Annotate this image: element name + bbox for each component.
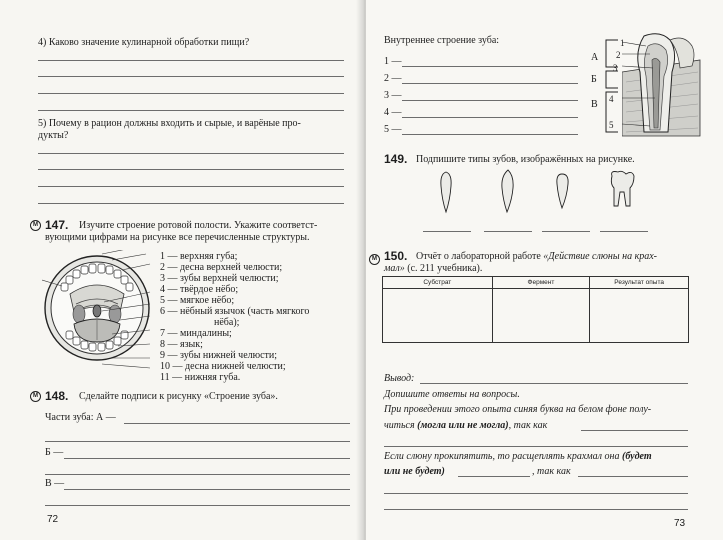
answer-line <box>384 493 688 494</box>
answer-line <box>64 489 350 490</box>
task-marker-icon: М <box>369 254 380 265</box>
answer-line <box>402 100 578 101</box>
part-b-label: Б — <box>45 447 64 458</box>
task-marker-icon: М <box>30 391 41 402</box>
answer-line <box>64 458 350 459</box>
answer-line <box>45 441 350 442</box>
bracket-label-b: Б <box>591 74 597 85</box>
oral-cavity-figure <box>42 250 152 372</box>
answer-line <box>420 383 688 384</box>
task-147-text-2: вующими цифрами на рисунке все перечисленные структуры. <box>45 232 310 243</box>
legend-item-4: 4 — твёрдое нёбо; <box>160 284 239 295</box>
answer-line <box>402 83 578 84</box>
answer-line <box>384 446 688 447</box>
col-result: Результат опыта <box>590 277 689 289</box>
answer-line <box>600 231 648 232</box>
tooth-item-2: 2 — <box>384 73 402 84</box>
answer-prompt: Допишите ответы на вопросы. <box>384 389 520 400</box>
page-number-right: 73 <box>674 518 686 529</box>
col-substrate: Субстрат <box>383 277 493 289</box>
answer-line <box>38 169 344 170</box>
task-marker-icon: М <box>30 220 41 231</box>
question-2-line2: или не будет) <box>384 466 445 477</box>
question-2-because: , так как <box>532 466 571 477</box>
answer-line <box>38 110 344 111</box>
col-enzyme: Фермент <box>492 277 590 289</box>
fig-num-2: 2 <box>616 50 621 60</box>
legend-item-7: 7 — миндалины; <box>160 328 232 339</box>
part-v-label: В — <box>45 478 65 489</box>
legend-item-8: 8 — язык; <box>160 339 203 350</box>
answer-line <box>38 186 344 187</box>
task-147-number: 147. <box>45 218 69 232</box>
answer-line <box>124 423 350 424</box>
bracket-label-a: А <box>591 52 599 63</box>
tooth-section-figure <box>622 32 702 138</box>
legend-item-1: 1 — верхняя губа; <box>160 251 238 262</box>
legend-item-10: 10 — десна нижней челюсти; <box>160 361 286 372</box>
answer-line <box>542 231 590 232</box>
question-1-line2: читься (могла или не могла), так как <box>384 420 548 431</box>
fig-num-3: 3 <box>613 63 618 73</box>
legend-item-2: 2 — десна верхней челюсти; <box>160 262 283 273</box>
cell-substrate[interactable] <box>383 289 493 343</box>
legend-item-9: 9 — зубы нижней челюсти; <box>160 350 278 361</box>
fig-num-4: 4 <box>609 94 614 104</box>
incisor-tooth <box>441 172 451 212</box>
answer-line <box>484 231 532 232</box>
legend-item-3: 3 — зубы верхней челюсти; <box>160 273 279 284</box>
right-page <box>366 0 723 540</box>
tooth-item-3: 3 — <box>384 90 402 101</box>
lab-results-table <box>382 276 689 343</box>
premolar-tooth <box>557 174 568 208</box>
legend-item-5: 5 — мягкое нёбо; <box>160 295 235 306</box>
answer-line <box>423 231 471 232</box>
tooth-item-5: 5 — <box>384 124 402 135</box>
page-number-left: 72 <box>47 514 59 525</box>
answer-line <box>402 117 578 118</box>
question-1-line1: При проведении этого опыта синяя буква на белом фоне полу- <box>384 404 652 415</box>
fig-num-1: 1 <box>620 38 625 48</box>
tooth-types-figure <box>406 166 656 216</box>
molar-tooth <box>611 171 634 206</box>
question-5-line2: дукты? <box>38 130 69 141</box>
answer-line <box>38 203 344 204</box>
cell-enzyme[interactable] <box>492 289 590 343</box>
task-150-text-2: мал» (с. 211 учебника). <box>384 263 483 274</box>
task-150-number: 150. <box>384 249 408 263</box>
answer-line <box>38 93 344 94</box>
question-4: 4) Каково значение кулинарной обработки пищи? <box>38 37 250 48</box>
tooth-item-1: 1 — <box>384 56 402 67</box>
tooth-item-4: 4 — <box>384 107 402 118</box>
bracket-label-v: В <box>591 99 598 110</box>
legend-item-6: 6 — нёбный язычок (часть мягкого <box>160 306 310 317</box>
question-2-line1: Если слюну прокипятить, то расщеплять крахмал она (будет <box>384 451 652 462</box>
tooth-structure-title: Внутреннее строение зуба: <box>384 35 500 46</box>
answer-line <box>402 134 578 135</box>
question-5-line1: 5) Почему в рацион должны входить и сырые, и варёные про- <box>38 118 301 129</box>
fig-num-5: 5 <box>609 120 614 130</box>
task-148-number: 148. <box>45 389 69 403</box>
cell-result[interactable] <box>590 289 689 343</box>
answer-line <box>38 76 344 77</box>
answer-line <box>578 476 688 477</box>
tooth-parts-label: Части зуба: А — <box>45 412 116 423</box>
answer-line <box>45 505 350 506</box>
task-149-text: Подпишите типы зубов, изображённых на рисунке. <box>416 154 635 165</box>
conclusion-label: Вывод: <box>384 373 415 384</box>
answer-line <box>38 60 344 61</box>
answer-line <box>45 474 350 475</box>
legend-item-11: 11 — нижняя губа. <box>160 372 241 383</box>
answer-line <box>384 509 688 510</box>
answer-line <box>581 430 688 431</box>
task-147-text-1: Изучите строение ротовой полости. Укажите соответст- <box>79 220 318 231</box>
task-148-text: Сделайте подписи к рисунку «Строение зуба». <box>79 391 278 402</box>
legend-item-6-cont: нёба); <box>214 317 240 328</box>
canine-tooth <box>502 170 513 212</box>
task-150-text-1: Отчёт о лабораторной работе «Действие слюны на крах- <box>416 251 658 262</box>
answer-line <box>458 476 530 477</box>
task-149-number: 149. <box>384 152 408 166</box>
answer-line <box>402 66 578 67</box>
answer-line <box>38 153 344 154</box>
